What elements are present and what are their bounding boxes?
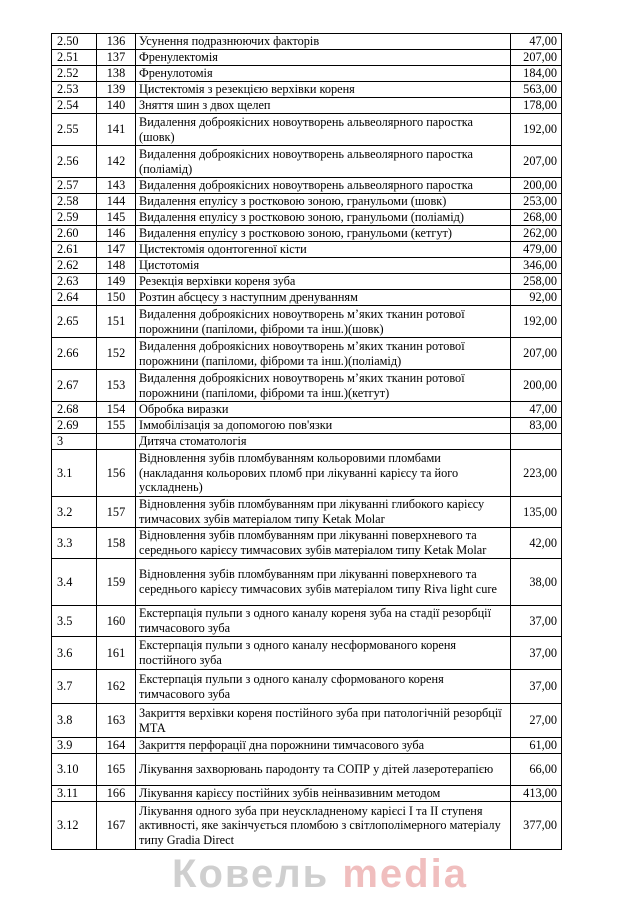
row-number: 2.50 xyxy=(52,34,97,50)
service-price: 42,00 xyxy=(511,528,562,559)
row-number: 3.8 xyxy=(52,704,97,738)
service-code: 159 xyxy=(97,559,136,606)
service-name: Видалення епулісу з ростковою зоною, гранульоми (шовк) xyxy=(136,194,511,210)
table-row xyxy=(52,402,562,418)
table-row xyxy=(52,34,562,50)
service-code: 136 xyxy=(97,34,136,50)
service-code: 143 xyxy=(97,178,136,194)
service-name: Екстерпація пульпи з одного каналу сформованого кореня тимчасового зуба xyxy=(136,670,511,704)
service-name: Обробка виразки xyxy=(136,402,511,418)
service-price: 223,00 xyxy=(511,450,562,497)
service-code: 153 xyxy=(97,370,136,402)
service-price: 192,00 xyxy=(511,306,562,338)
table-row xyxy=(52,274,562,290)
watermark-brand: media xyxy=(342,852,468,896)
service-price: 47,00 xyxy=(511,34,562,50)
service-price: 83,00 xyxy=(511,418,562,434)
table-row xyxy=(52,178,562,194)
service-code: 154 xyxy=(97,402,136,418)
row-number: 2.57 xyxy=(52,178,97,194)
table-row xyxy=(52,98,562,114)
service-price: 92,00 xyxy=(511,290,562,306)
service-code: 151 xyxy=(97,306,136,338)
service-price: 61,00 xyxy=(511,738,562,754)
table-row xyxy=(52,637,562,670)
row-number: 3.11 xyxy=(52,786,97,802)
table-row xyxy=(52,370,562,402)
row-number: 3.6 xyxy=(52,637,97,670)
service-code: 158 xyxy=(97,528,136,559)
service-code: 142 xyxy=(97,146,136,178)
table-row xyxy=(52,670,562,704)
service-code: 149 xyxy=(97,274,136,290)
service-name: Дитяча стоматологія xyxy=(136,434,511,450)
service-code xyxy=(97,434,136,450)
service-name: Екстерпація пульпи з одного каналу кореня зуба на стадії резорбції тимчасового зуба xyxy=(136,606,511,637)
service-name: Видалення епулісу з ростковою зоною, гранульоми (кетгут) xyxy=(136,226,511,242)
row-number: 2.68 xyxy=(52,402,97,418)
row-number: 2.69 xyxy=(52,418,97,434)
row-number: 2.63 xyxy=(52,274,97,290)
price-list-body xyxy=(52,34,562,850)
table-row xyxy=(52,704,562,738)
service-price: 184,00 xyxy=(511,66,562,82)
table-row xyxy=(52,226,562,242)
service-code: 140 xyxy=(97,98,136,114)
service-code: 167 xyxy=(97,802,136,850)
table-row xyxy=(52,497,562,528)
table-row xyxy=(52,114,562,146)
service-name: Цистектомія одонтогенної кісти xyxy=(136,242,511,258)
table-row xyxy=(52,528,562,559)
table-row xyxy=(52,786,562,802)
service-price: 27,00 xyxy=(511,704,562,738)
row-number: 3.3 xyxy=(52,528,97,559)
row-number: 3 xyxy=(52,434,97,450)
row-number: 2.64 xyxy=(52,290,97,306)
service-code: 137 xyxy=(97,50,136,66)
row-number: 2.65 xyxy=(52,306,97,338)
table-row xyxy=(52,559,562,606)
service-name: Відновлення зубів пломбуванням при лікуванні глибокого карієсу тимчасових зубів матеріалом типу Ketak Molar xyxy=(136,497,511,528)
service-price: 37,00 xyxy=(511,670,562,704)
service-price: 377,00 xyxy=(511,802,562,850)
service-name: Розтин абсцесу з наступним дренуванням xyxy=(136,290,511,306)
service-price: 258,00 xyxy=(511,274,562,290)
table-row xyxy=(52,606,562,637)
service-code: 138 xyxy=(97,66,136,82)
service-price: 479,00 xyxy=(511,242,562,258)
service-code: 157 xyxy=(97,497,136,528)
table-row xyxy=(52,306,562,338)
row-number: 2.61 xyxy=(52,242,97,258)
service-name: Відновлення зубів пломбуванням кольоровими пломбами (накладання кольорових пломб при лікуванні карієсу та його ускладнень) xyxy=(136,450,511,497)
service-code: 146 xyxy=(97,226,136,242)
service-code: 164 xyxy=(97,738,136,754)
service-name: Резекція верхівки кореня зуба xyxy=(136,274,511,290)
table-row xyxy=(52,242,562,258)
row-number: 2.51 xyxy=(52,50,97,66)
table-row xyxy=(52,146,562,178)
service-code: 166 xyxy=(97,786,136,802)
service-name: Видалення доброякісних новоутворень альвеолярного паростка (поліамід) xyxy=(136,146,511,178)
row-number: 2.60 xyxy=(52,226,97,242)
row-number: 2.58 xyxy=(52,194,97,210)
row-number: 3.5 xyxy=(52,606,97,637)
row-number: 3.10 xyxy=(52,754,97,786)
service-name: Закриття верхівки кореня постійного зуба при патологічній резорбції МТА xyxy=(136,704,511,738)
service-code: 163 xyxy=(97,704,136,738)
service-name: Видалення доброякісних новоутворень альвеолярного паростка xyxy=(136,178,511,194)
row-number: 2.62 xyxy=(52,258,97,274)
service-name: Лікування карієсу постійних зубів неінвазивним методом xyxy=(136,786,511,802)
service-code: 144 xyxy=(97,194,136,210)
table-row xyxy=(52,418,562,434)
service-code: 147 xyxy=(97,242,136,258)
service-name: Лікування захворювань пародонту та СОПР у дітей лазеротерапією xyxy=(136,754,511,786)
service-code: 152 xyxy=(97,338,136,370)
service-name: Видалення доброякісних новоутворень м’яких тканин ротової порожнини (папіломи, фіброми та інш.)(шовк) xyxy=(136,306,511,338)
row-number: 3.12 xyxy=(52,802,97,850)
row-number: 2.53 xyxy=(52,82,97,98)
service-code: 145 xyxy=(97,210,136,226)
service-price: 47,00 xyxy=(511,402,562,418)
row-number: 2.55 xyxy=(52,114,97,146)
service-price: 207,00 xyxy=(511,338,562,370)
service-price: 207,00 xyxy=(511,146,562,178)
service-code: 155 xyxy=(97,418,136,434)
table-row xyxy=(52,210,562,226)
service-price: 38,00 xyxy=(511,559,562,606)
service-price xyxy=(511,434,562,450)
price-list-table xyxy=(51,33,562,850)
service-price: 135,00 xyxy=(511,497,562,528)
table-row xyxy=(52,66,562,82)
table-row xyxy=(52,450,562,497)
service-price: 200,00 xyxy=(511,370,562,402)
service-code: 148 xyxy=(97,258,136,274)
service-price: 346,00 xyxy=(511,258,562,274)
table-row xyxy=(52,738,562,754)
service-code: 139 xyxy=(97,82,136,98)
row-number: 2.54 xyxy=(52,98,97,114)
table-row xyxy=(52,290,562,306)
service-name: Лікування одного зуба при неускладненому карієсі І та ІІ ступеня активності, яке закінчується пломбою з світлополімерного матеріалу типу Gradia Direct xyxy=(136,802,511,850)
row-number: 2.66 xyxy=(52,338,97,370)
row-number: 3.9 xyxy=(52,738,97,754)
service-name: Видалення доброякісних новоутворень м’яких тканин ротової порожнини (папіломи, фіброми та інш.)(кетгут) xyxy=(136,370,511,402)
table-row xyxy=(52,82,562,98)
row-number: 3.2 xyxy=(52,497,97,528)
service-name: Видалення епулісу з ростковою зоною, гранульоми (поліамід) xyxy=(136,210,511,226)
section-header-row xyxy=(52,434,562,450)
service-price: 37,00 xyxy=(511,637,562,670)
service-code: 165 xyxy=(97,754,136,786)
service-name: Зняття шин з двох щелеп xyxy=(136,98,511,114)
service-name: Екстерпація пульпи з одного каналу несформованого кореня постійного зуба xyxy=(136,637,511,670)
table-row xyxy=(52,802,562,850)
service-price: 192,00 xyxy=(511,114,562,146)
row-number: 2.52 xyxy=(52,66,97,82)
service-price: 200,00 xyxy=(511,178,562,194)
row-number: 2.59 xyxy=(52,210,97,226)
service-price: 253,00 xyxy=(511,194,562,210)
service-name: Закриття перфорації дна порожнини тимчасового зуба xyxy=(136,738,511,754)
service-name: Видалення доброякісних новоутворень м’яких тканин ротової порожнини (папіломи, фіброми та інш.)(поліамід) xyxy=(136,338,511,370)
service-price: 207,00 xyxy=(511,50,562,66)
service-price: 178,00 xyxy=(511,98,562,114)
service-name: Цистотомія xyxy=(136,258,511,274)
watermark-logo xyxy=(0,852,640,897)
service-name: Френулотомія xyxy=(136,66,511,82)
service-code: 162 xyxy=(97,670,136,704)
service-name: Усунення подразнюючих факторів xyxy=(136,34,511,50)
service-name: Відновлення зубів пломбуванням при лікуванні поверхневого та середнього карієсу тимчасових зубів матеріалом типу Ketak Molar xyxy=(136,528,511,559)
service-name: Френулектомія xyxy=(136,50,511,66)
service-code: 150 xyxy=(97,290,136,306)
service-price: 268,00 xyxy=(511,210,562,226)
table-row xyxy=(52,258,562,274)
service-name: Видалення доброякісних новоутворень альвеолярного паростка (шовк) xyxy=(136,114,511,146)
row-number: 3.1 xyxy=(52,450,97,497)
service-price: 262,00 xyxy=(511,226,562,242)
service-price: 37,00 xyxy=(511,606,562,637)
service-price: 413,00 xyxy=(511,786,562,802)
watermark-city: Ковель xyxy=(172,852,330,896)
row-number: 2.56 xyxy=(52,146,97,178)
table-row xyxy=(52,338,562,370)
table-row xyxy=(52,194,562,210)
table-row xyxy=(52,50,562,66)
service-name: Цистектомія з резекцією верхівки кореня xyxy=(136,82,511,98)
service-price: 66,00 xyxy=(511,754,562,786)
row-number: 3.7 xyxy=(52,670,97,704)
service-code: 161 xyxy=(97,637,136,670)
row-number: 2.67 xyxy=(52,370,97,402)
service-code: 156 xyxy=(97,450,136,497)
service-name: Іммобілізація за допомогою пов'язки xyxy=(136,418,511,434)
service-code: 160 xyxy=(97,606,136,637)
service-price: 563,00 xyxy=(511,82,562,98)
table-row xyxy=(52,754,562,786)
row-number: 3.4 xyxy=(52,559,97,606)
service-name: Відновлення зубів пломбуванням при лікуванні поверхневого та середнього карієсу тимчасових зубів матеріалом типу Riva light cure xyxy=(136,559,511,606)
service-code: 141 xyxy=(97,114,136,146)
